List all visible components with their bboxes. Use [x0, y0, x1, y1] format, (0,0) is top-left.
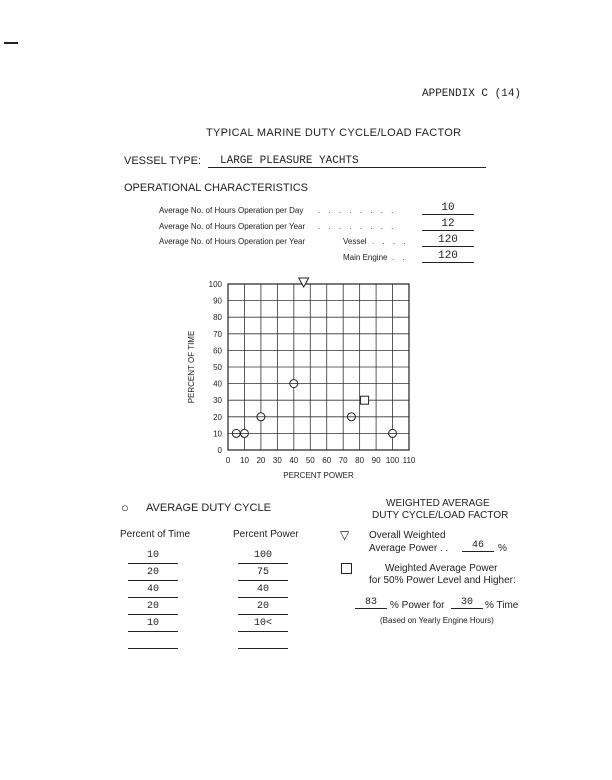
appendix-label: APPENDIX C (14) [422, 88, 522, 100]
x-tick-label: 10 [240, 456, 249, 465]
time-column-value: 20 [128, 600, 178, 615]
ops-day-label: Average No. of Hours Operation per Day [159, 206, 304, 215]
ops-year-value: 12 [422, 218, 474, 231]
ops-day-value: 10 [422, 202, 474, 215]
x-tick-label: 20 [256, 456, 266, 465]
power-column-value: 10< [238, 617, 288, 632]
x-tick-label: 0 [225, 456, 231, 465]
y-tick-label: 90 [213, 296, 222, 306]
time-column-value: 10 [128, 617, 178, 632]
ops-vessel-leader: . . . . [372, 237, 409, 246]
page-title: TYPICAL MARINE DUTY CYCLE/LOAD FACTOR [206, 127, 462, 139]
percent-time-text: % Time [485, 600, 519, 611]
x-tick-label: 90 [371, 456, 381, 465]
level-power-line1: Weighted Average Power [385, 563, 498, 574]
x-tick-label: 70 [338, 456, 348, 465]
power-column-value: 100 [238, 549, 288, 564]
time-column-value: 10 [128, 549, 178, 564]
chart-grid [228, 284, 409, 450]
yearly-hours-note: (Based on Yearly Engine Hours) [380, 616, 494, 625]
vessel-type-label: VESSEL TYPE: [124, 155, 202, 167]
overall-weighted-leader: . . [440, 543, 449, 554]
power-column-header: Percent Power [233, 529, 299, 540]
duty-cycle-chart [180, 272, 430, 487]
ops-vessel-value: 120 [422, 234, 474, 247]
x-tick-label: 110 [402, 456, 416, 465]
y-tick-label: 60 [213, 346, 222, 356]
power-column-value [238, 634, 288, 649]
power-for-text: % Power for [390, 600, 445, 611]
overall-weighted-line1: Overall Weighted [369, 530, 446, 541]
y-tick-label: 80 [213, 313, 222, 323]
x-tick-label: 100 [385, 456, 400, 465]
y-tick-label: 50 [213, 363, 222, 372]
margin-dash-mark [4, 42, 18, 44]
ops-year-label: Average No. of Hours Operation per Year [159, 222, 306, 231]
time-column-header: Percent of Time [120, 529, 191, 540]
time-percent-value: 30 [451, 597, 483, 609]
x-tick-label: 30 [272, 456, 282, 465]
ops-engine-value: 120 [422, 250, 474, 263]
time-column-value [128, 634, 178, 649]
y-tick-label: 0 [217, 446, 222, 455]
chart-tick-labels [209, 280, 416, 465]
avg-duty-cycle-circle-icon: ○ [121, 500, 129, 515]
overall-weighted-value: 46 [462, 540, 494, 552]
ops-day-leader: . . . . . . . . [318, 206, 397, 215]
x-axis-label: PERCENT POWER [283, 471, 354, 480]
y-tick-label: 10 [213, 429, 222, 439]
vessel-type-value: LARGE PLEASURE YACHTS [208, 155, 486, 168]
power-column-value: 40 [238, 583, 288, 598]
weighted-title-line2: DUTY CYCLE/LOAD FACTOR [372, 510, 509, 521]
square-icon [341, 563, 352, 574]
triangle-down-icon: ▽ [340, 528, 350, 542]
time-column-value: 20 [128, 566, 178, 581]
ops-vessel-label: Vessel [343, 237, 367, 246]
y-tick-label: 40 [213, 379, 222, 389]
avg-duty-cycle-legend: AVERAGE DUTY CYCLE [146, 502, 271, 514]
x-tick-label: 60 [322, 456, 332, 465]
chart-marks [232, 278, 396, 437]
x-tick-label: 40 [289, 456, 299, 465]
weighted-title-line1: WEIGHTED AVERAGE [386, 498, 490, 509]
ops-year2-label: Average No. of Hours Operation per Year [159, 237, 306, 246]
ops-engine-leader: . . [392, 253, 408, 262]
y-tick-label: 30 [213, 396, 222, 406]
ops-engine-label: Main Engine [343, 253, 388, 262]
time-column-value: 40 [128, 583, 178, 598]
level-weighted-point [361, 396, 369, 404]
x-tick-label: 50 [305, 456, 315, 465]
power-column-value: 20 [238, 600, 288, 615]
operational-heading: OPERATIONAL CHARACTERISTICS [124, 182, 308, 194]
overall-weighted-point [299, 278, 309, 287]
ops-year-leader: . . . . . . . . [318, 222, 397, 231]
level-power-line2: for 50% Power Level and Higher: [369, 575, 516, 586]
power-percent-value: 83 [355, 597, 387, 609]
x-tick-label: 80 [355, 456, 365, 465]
overall-weighted-unit: % [498, 543, 507, 554]
y-tick-label: 100 [208, 280, 222, 289]
y-tick-label: 20 [213, 412, 222, 422]
y-tick-label: 70 [213, 329, 222, 339]
y-axis-label: PERCENT OF TIME [187, 330, 196, 404]
overall-weighted-line2: Average Power [369, 543, 438, 554]
power-column-value: 75 [238, 566, 288, 581]
